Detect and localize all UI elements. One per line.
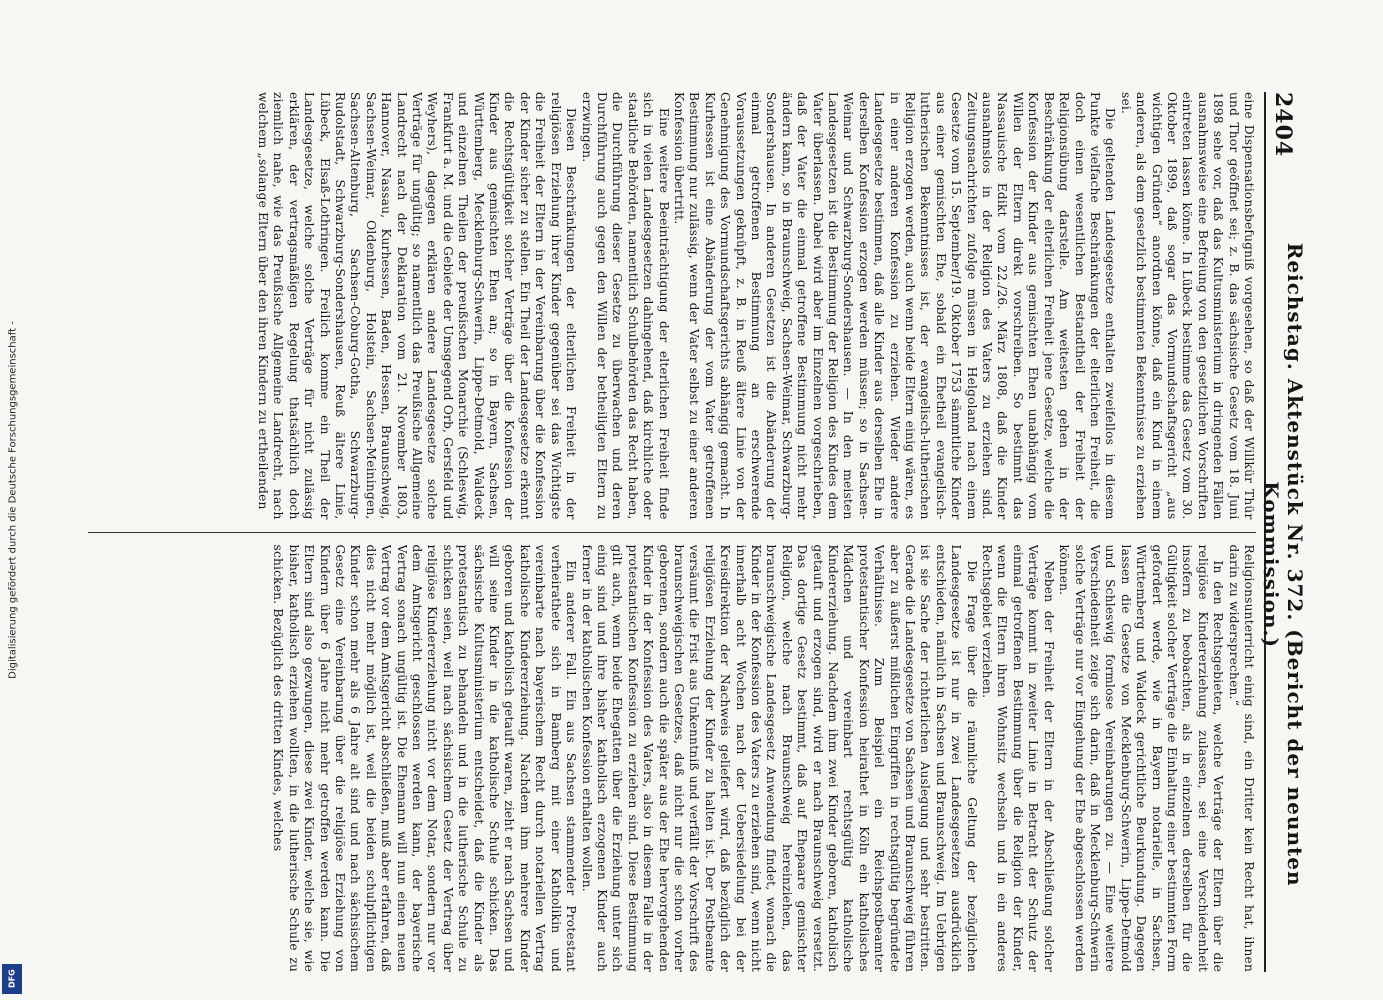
digitization-margin: [0, 0, 26, 1000]
paragraph: Religionsunterricht einig sind, ein Dritter kein Recht hat, ihnen darin zu widersprechen.“: [1226, 544, 1256, 972]
dfg-logo-text: DFG: [7, 969, 17, 989]
dfg-logo: [2, 964, 22, 994]
left-column: [88, 92, 1256, 520]
paragraph: In den Rechtsgebieten, welche Verträge der Eltern über die religiöse Kindererziehung zulassen, sei eine Verschiedenheit insofern zu beobachten, als in einzelnen derselben für die Gültigkeit solcher Verträge die Einhaltung einer bestimmten Form gefordert werde, wie in Bayern notarielle, in Sachsen, Württemberg und Waldeck gerichtliche Beurkundung. Dagegen lassen die Gesetze von Mecklenburg-Schwerin, Lippe-Detmold und Schleswig formlose Vereinbarungen zu. — Eine weitere Verschiedenheit zeige sich darin, daß in Mecklenburg-Schwerin solche Verträge nur vor Eingehung der Ehe abgeschlossen werden können.: [1057, 544, 1226, 972]
paragraph: Ein anderer Fall. Ein aus Sachsen stammender Protestant verheirathete sich in Bamberg mit einer Katholikin und vereinbarte nach bayerischem Recht durch notariellen Vertrag katholische Kindererziehung. Nachdem ihm mehrere Kinder geboren und katholisch getauft waren, zieht er nach Sachsen und will seine Kinder in die katholische Schule schicken. Das sächsische Kultusministerium entscheidet, daß die Kinder als protestantisch zu behandeln und in die lutherische Schule zu schicken seien, weil nach sächsischem Gesetz der Vertrag über religiöse Kindererziehung nicht vor dem Notar, sondern nur vor dem Amtsgericht geschlossen werden kann, der bayerische Vertrag sonach ungültig ist. Die Ehemann will nun einen neuen Vertrag vor dem Amtsgericht abschließen, muß aber erfahren, daß dies nicht mehr möglich ist, weil die beiden schulpflichtigen Kinder schon mehr als 6 Jahre alt sind und nach sächsischem Gesetz eine Vereinbarung über die religiöse Erziehung von Kindern über 6 Jahre nicht mehr getroffen werden kann. Die Eltern sind also gezwungen, diese zwei Kinder, welche sie, wie bisher, katholisch erziehen wollten, in die lutherische Schule zu schicken. Bezüglich des dritten Kindes, welches: [271, 544, 579, 972]
page-number: 2404: [1270, 92, 1296, 158]
paragraph: Neben der Freiheit der Eltern in der Abschließung solcher Verträge kommt in zweiter Linie in Betracht der Schutz der einmal getroffenen Bestimmung über die Religion der Kinder, wenn die Eltern ihren Wohnsitz wechseln und in ein anderes Rechtsgebiet verziehen.: [980, 544, 1056, 972]
running-title: Reichstag. Aktenstück Nr. 372. (Bericht der neunten Kommission.): [1259, 242, 1307, 887]
paragraph: Diesen Beschränkungen der elterlichen Freiheit in der religiösen Erziehung ihrer Kinder gegenüber sei das Wichtigste die Freiheit der Eltern in der Vereinbarung über die Konfession der Kinder sicher zu stellen. Ein Theil der Landesgesetze erkennt die Rechtsgültigkeit solcher Verträge über die Konfession der Kinder aus gemischten Ehen an; so in Bayern, Sachsen, Württemberg, Mecklenburg-Schwerin, Lippe-Detmold, Waldeck und einzelnen Theilen der preußischen Monarchie (Schleswig, Frankfurt a. M. und die Gebiete der Umsgegend Orb, Gersfeld und Weyhers), dagegen erklären andere Landesgesetze solche Verträge für ungültig; so namentlich das Preußische Allgemeine Landrecht nach der Deklaration vom 21. November 1803, Hannover, Nassau, Kurhessen, Baden, Hessen, Braunschweig, Sachsen-Weimar, Oldenburg, Holstein, Sachsen-Meiningen, Sachsen-Altenburg, Sachsen-Coburg-Gotha, Schwarzburg-Rudolstadt, Schwarzburg-Sondershausen, Reuß ältere Linie, Lübeck, Elsaß-Lothringen. Freilich komme ein Theil der Landesgesetze, welche solche Verträge für nicht zulässig erklären, der vertragsmäßigen Regelung thatsächlich doch ziemlich nahe, wie das Preußische Allgemeine Landrecht, nach welchem „solange Eltern über den ihren Kindern zu ertheilenden: [256, 92, 579, 520]
paragraph: Eine weitere Beeinträchtigung der elterlichen Freiheit finde sich in vielen Landesgesetzen dahingehend, daß kirchliche oder staatliche Behörden, namentlich Schulbehörden das Recht haben, die Durchführung dieser Gesetze zu überwachen und deren Durchführung auch gegen den Willen der betheiligten Eltern zu erzwingen.: [579, 92, 671, 520]
page-header: [1259, 92, 1307, 972]
text-columns: [88, 92, 1256, 972]
paragraph: eine Dispensationsbefugniß vorgesehen, so daß der Willkür Thür und Thor geöffnet sei; z. B. das sächsische Gesetz vom 18. Juni 1898 sehe vor, daß das Kultusministerium in dringenden Fällen ausnahmsweise eine Befreiung von den gesetzlichen Vorschriften eintreten lassen könne. In Lübeck bestimme das Gesetz vom 30. Oktober 1899, daß sogar das Vormundschaftsgericht „aus wichtigen Gründen“ anordnen könne, daß ein Kind in einem anderen, als dem gesetzlich bestimmten Bekenntnisse zu erziehen sei.: [1118, 92, 1256, 520]
digitization-note: Digitalisierung gefördert durch die Deutsche Forschungsgemeinschaft -: [7, 321, 19, 679]
right-column: [88, 545, 1256, 973]
paragraph: Die geltenden Landesgesetze enthalten zweifellos in diesem Punkte vielfache Beschränkungen der elterlichen Freiheit, die doch einen wesentlichen Bestandtheil der Freiheit der Religionsübung darstelle. Am weitesten gehen in der Beschränkung der elterlichen Freiheit jene Gesetze, welche die Konfession der Kinder aus gemischten Ehen unabhängig vom Willen der Eltern direkt vorschreiben. So bestimmt das Nassauische Edikt vom 22./26. März 1808, daß die Kinder ausnahmslos in der Religion des Vaters zu erziehen sind. Zeitungsnachrichten zufolge müssen in Helgoland nach einem Gesetze vom 15. September/19. Oktober 1753 sämmtliche Kinder aus einer gemischten Ehe, sobald ein Ehetheil evangelisch-lutherischen Bekenntnisses ist, der evangelisch-lutherischen Religion erzogen werden, auch wenn beide Eltern einig wären, es in einer anderen Konfession zu erziehen. Wieder andere Landesgesetze bestimmen, daß alle Kinder aus derselben Ehe in derselben Konfession erzogen werden müssen; so in Sachsen-Weimar und Schwarzburg-Sondershausen. — In den meisten Landesgesetzen ist die Bestimmung der Religion des Kindes dem Vater überlassen. Dabei wird aber im Einzelnen vorgeschrieben, daß der Vater die einmal getroffene Bestimmung nicht mehr ändern kann, so in Braunschweig, Sachsen-Weimar, Schwarzburg-Sondershausen. In anderen Gesetzen ist die Abänderung der einmal getroffenen Bestimmung an erschwerende Voraussetzungen geknüpft, z. B. in Reuß ältere Linie von der Genehmigung des Vormundschaftsgerichts abhängig gemacht. In Kurhessen ist eine Abänderung der vom Vater getroffenen Bestimmung nur zulässig, wenn der Vater selbst zu einer anderen Konfession übertritt.: [671, 92, 1118, 520]
paragraph: Die Frage über die räumliche Geltung der bezüglichen Landesgesetze ist nur in zwei Landesgesetzen ausdrücklich entschieden, nämlich in Sachsen und Braunschweig. Im Uebrigen ist sie Sache der richterlichen Auslegung und sehr bestritten. Gerade die Landesgesetze von Sachsen und Braunschweig führen aber zu äußerst mißlichen Eingriffen in rechtsgültig begründete Verhältnisse. Zum Beispiel ein Reichspostbeamter protestantischer Konfession heirathet in Köln ein katholisches Mädchen und vereinbart rechtsgültig katholische Kindererziehung. Nachdem ihm zwei Kinder geboren, katholisch getauft und erzogen sind, wird er nach Braunschweig versetzt. Das dortige Gesetz bestimmt, daß auf Ehepaare gemischter Religion, welche nach Braunschweig hereinziehen, das braunschweigische Landesgesetz Anwendung findet, wonach die Kinder in der Konfession des Vaters zu erziehen sind, wenn nicht innerhalb acht Wochen nach der Uebersiedelung bei der Kreisdirektion der Nachweis geliefert wird, daß bezüglich der religiösen Erziehung der Kinder zu halten ist. Der Postbeamte versäumt die Frist aus Unkenntniß und verfällt der Vorschrift des braunschweigischen Gesetzes, daß nicht nur die schon vorher geborenen, sondern auch die später aus der Ehe hervorgehenden Kinder in der Konfession des Vaters, also in diesem Falle in der protestantischen Konfession zu erziehen sind. Diese Bestimmung gilt auch, wenn beide Ehegatten über die Erziehung unter sich einig sind und ihre bisher katholisch erzogenen Kinder auch ferner in der katholischen Konfession erhalten wollen.: [579, 544, 979, 972]
column-divider: [88, 532, 1256, 533]
rotated-document-sheet: [88, 92, 1307, 972]
